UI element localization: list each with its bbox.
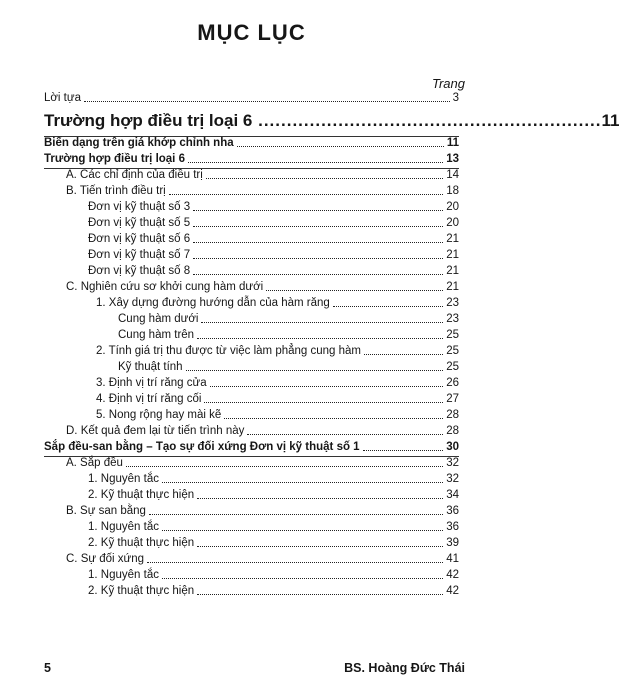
toc-leader-dots [193, 242, 443, 243]
toc-entry-title: 5. Nong rộng hay mài kẽ [96, 409, 222, 421]
page-title: MỤC LỤC [197, 20, 306, 45]
toc-leader-dots [162, 482, 443, 483]
toc-entry [44, 263, 459, 279]
toc-leader-dots [364, 354, 443, 355]
toc-leader-dots [224, 418, 443, 419]
toc-leader-dots [201, 322, 443, 323]
toc-entry [44, 471, 459, 487]
toc-entry-page: 21 [446, 281, 459, 293]
toc-entry-page: 11 [601, 111, 620, 130]
toc-entry-title: A. Sắp đều [66, 457, 123, 469]
toc-entry-title: Đơn vị kỹ thuật số 7 [88, 249, 191, 261]
toc-entry-page: 25 [446, 329, 459, 341]
toc-entry-title: B. Sự san bằng [66, 505, 146, 517]
toc-entry-page: 26 [446, 377, 459, 389]
toc-entry-page: 14 [446, 169, 459, 181]
toc-entry-page: 39 [446, 537, 459, 549]
toc-entry-page: 30 [446, 441, 459, 453]
toc-entry-page: 23 [446, 313, 459, 325]
toc-entry [44, 407, 459, 423]
toc-entry [44, 487, 459, 503]
toc-entry-title: Cung hàm dưới [118, 313, 199, 325]
toc-entry-title: 2. Kỹ thuật thực hiện [88, 585, 195, 597]
toc-entry-page: 21 [446, 233, 459, 245]
toc-leader-dots [193, 226, 443, 227]
toc-entry [44, 279, 459, 295]
toc-entry-title: 2. Kỹ thuật thực hiện [88, 537, 195, 549]
toc-entry-title: B. Tiến trình điều trị [66, 185, 166, 197]
toc-entry-page: 27 [446, 393, 459, 405]
toc-entry [44, 391, 459, 407]
toc-leader-dots [193, 210, 443, 211]
toc-entry [44, 135, 459, 151]
footer-page-number: 5 [44, 661, 51, 675]
toc-entry [44, 90, 459, 106]
toc-entry-page: 25 [446, 361, 459, 373]
toc-leader-dots [162, 530, 443, 531]
toc-entry-title: Lời tựa [44, 92, 81, 104]
toc-leader-dots [333, 306, 443, 307]
toc-entry-page: 36 [446, 505, 459, 517]
toc-leader-dots [169, 194, 443, 195]
toc-entry-page: 36 [446, 521, 459, 533]
toc-entry-title: Trường hợp điều trị loại 6 [44, 111, 253, 130]
toc-entry-title: 1. Nguyên tắc [88, 521, 159, 533]
toc-leader-dots [149, 514, 443, 515]
toc-leader-dots [266, 290, 443, 291]
toc-entry-page: 20 [446, 217, 459, 229]
toc-leader-dots [188, 162, 443, 163]
toc-entry-title: Kỹ thuật tính [118, 361, 183, 373]
toc-leader-dots [363, 450, 444, 451]
toc-entry [44, 215, 459, 231]
toc-entry-page: 28 [446, 409, 459, 421]
toc-entry-title: 3. Định vị trí răng cửa [96, 377, 207, 389]
toc-entry [44, 151, 459, 167]
toc-entry-title: Biến dạng trên giá khớp chỉnh nha [44, 137, 234, 149]
toc-leader-dots [197, 594, 443, 595]
toc-leader-dots [126, 466, 443, 467]
toc-entry-page: 18 [446, 185, 459, 197]
toc-entry-title: 2. Kỹ thuật thực hiện [88, 489, 195, 501]
toc-entry-page: 28 [446, 425, 459, 437]
toc-entry-page: 13 [446, 153, 459, 165]
toc-entry [44, 183, 459, 199]
toc-entry [44, 311, 459, 327]
toc-entry-page: 32 [446, 457, 459, 469]
footer-author: BS. Hoàng Đức Thái [344, 661, 465, 675]
page-footer [44, 661, 465, 675]
toc-entry-title: Cung hàm trên [118, 329, 195, 341]
toc-leader-dots [210, 386, 444, 387]
toc-entry-title: Đơn vị kỹ thuật số 8 [88, 265, 191, 277]
toc-entry-title: Đơn vị kỹ thuật số 6 [88, 233, 191, 245]
toc-entry-title: Sắp đều-san bằng – Tạo sự đối xứng Đơn vị kỹ thuật số 1 [44, 441, 360, 453]
toc-entry-page: 42 [446, 569, 459, 581]
toc-leader-dots [197, 546, 443, 547]
toc-leader-dots [197, 338, 443, 339]
toc-entry-page: 32 [446, 473, 459, 485]
toc-entry-title: Đơn vị kỹ thuật số 3 [88, 201, 191, 213]
toc-entry [44, 535, 459, 551]
toc-leader-dots [162, 578, 443, 579]
toc-entry-page: 20 [446, 201, 459, 213]
toc-leader-dots [206, 178, 443, 179]
toc-leader-dots [186, 370, 444, 371]
table-of-contents [44, 90, 620, 599]
toc-entry-title: Trường hợp điều trị loại 6 [44, 153, 185, 165]
toc-entry [44, 551, 459, 567]
toc-entry-page: 42 [446, 585, 459, 597]
toc-entry [44, 327, 459, 343]
toc-leader-dots [84, 101, 450, 102]
toc-entry-page: 23 [446, 297, 459, 309]
toc-entry [44, 567, 459, 583]
toc-leader-dots [197, 498, 443, 499]
toc-leader-dots [193, 258, 443, 259]
toc-leader-dots [204, 402, 443, 403]
toc-entry-title: 1. Nguyên tắc [88, 569, 159, 581]
toc-entry-page: 21 [446, 249, 459, 261]
toc-entry [44, 423, 459, 439]
toc-entry-title: 1. Xây dựng đường hướng dẫn của hàm răng [96, 297, 330, 309]
toc-leader-dots [147, 562, 443, 563]
toc-leader-dots: ............................................................ [252, 111, 602, 130]
toc-leader-dots [247, 434, 443, 435]
toc-entry-page: 3 [452, 92, 459, 104]
toc-entry [44, 583, 459, 599]
toc-entry [44, 247, 459, 263]
toc-entry-title: Đơn vị kỹ thuật số 5 [88, 217, 191, 229]
toc-leader-dots [193, 274, 443, 275]
toc-entry-page: 41 [446, 553, 459, 565]
toc-entry [44, 107, 620, 135]
toc-entry [44, 375, 459, 391]
toc-entry [44, 343, 459, 359]
toc-entry [44, 295, 459, 311]
toc-entry-page: 34 [446, 489, 459, 501]
toc-entry [44, 167, 459, 183]
page-column-label: Trang [432, 76, 465, 91]
toc-entry [44, 519, 459, 535]
toc-entry [44, 359, 459, 375]
toc-entry-title: D. Kết quả đem lại từ tiến trình này [66, 425, 245, 437]
toc-entry [44, 503, 459, 519]
toc-entry-title: 1. Nguyên tắc [88, 473, 159, 485]
toc-entry-page: 25 [446, 345, 459, 357]
toc-entry-title: C. Nghiên cứu sơ khởi cung hàm dưới [66, 281, 264, 293]
toc-entry [44, 199, 459, 215]
toc-entry-title: 4. Định vị trí răng cối [96, 393, 202, 405]
toc-entry [44, 455, 459, 471]
toc-entry-page: 21 [446, 265, 459, 277]
toc-entry [44, 231, 459, 247]
toc-entry-page: 11 [446, 137, 459, 149]
toc-entry-title: A. Các chỉ định của điều trị [66, 169, 203, 181]
toc-leader-dots [237, 146, 444, 147]
toc-entry-title: C. Sự đối xứng [66, 553, 145, 565]
toc-entry-title: 2. Tính giá trị thu được từ việc làm phẳng cung hàm [96, 345, 361, 357]
toc-entry [44, 439, 459, 455]
